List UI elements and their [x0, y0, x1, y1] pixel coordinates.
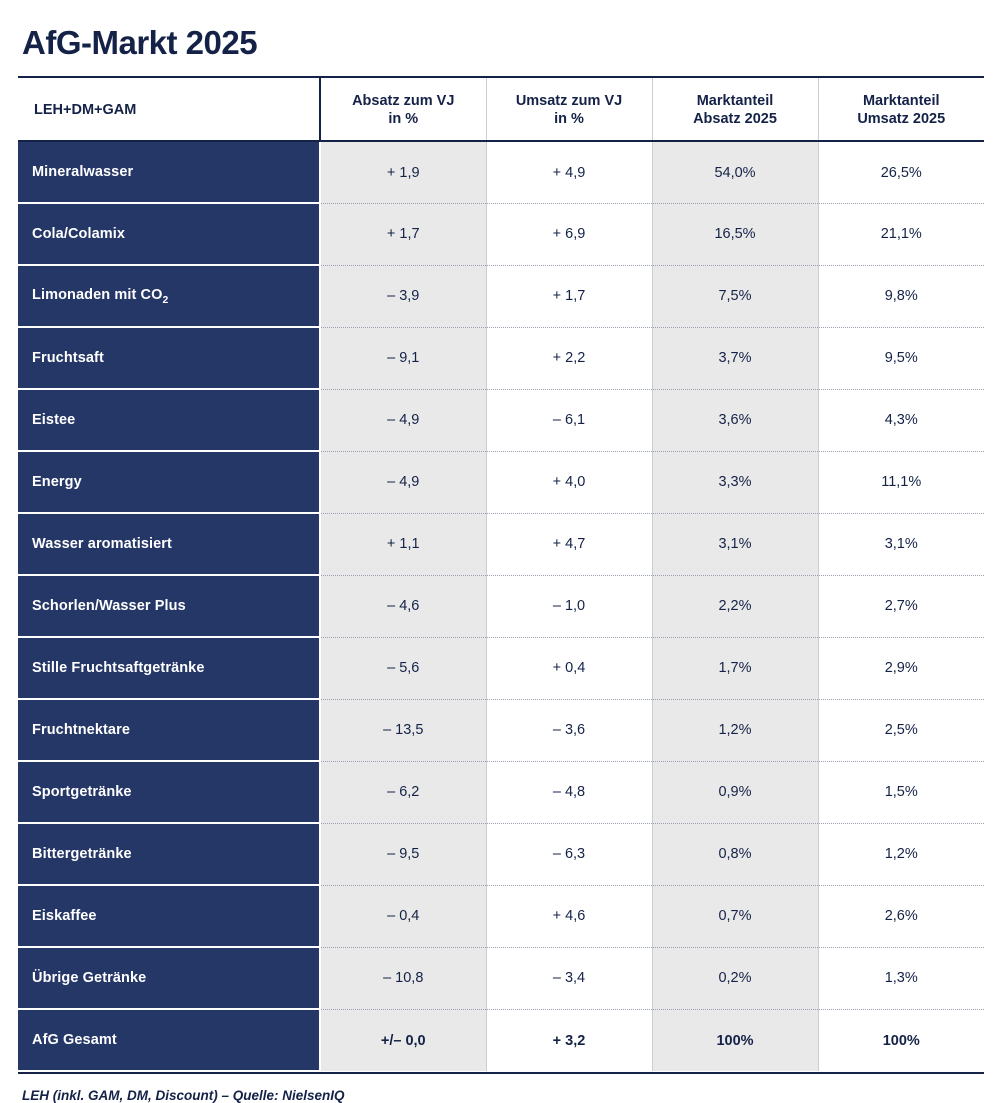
cell-marktanteil-umsatz: 2,9%	[818, 637, 984, 699]
row-label: Wasser aromatisiert	[18, 513, 320, 575]
cell-absatz-vj: – 10,8	[320, 947, 486, 1009]
table-header-row	[18, 77, 984, 141]
cell-absatz-vj: – 5,6	[320, 637, 486, 699]
table-row	[18, 761, 984, 823]
cell-absatz-vj: – 9,5	[320, 823, 486, 885]
cell-absatz-vj: – 13,5	[320, 699, 486, 761]
row-label: Cola/Colamix	[18, 203, 320, 265]
table-row	[18, 823, 984, 885]
cell-marktanteil-absatz: 0,9%	[652, 761, 818, 823]
column-header-umsatz-vj-line2: in %	[554, 111, 584, 128]
table-row	[18, 637, 984, 699]
cell-absatz-vj: – 3,9	[320, 265, 486, 327]
cell-marktanteil-absatz: 1,7%	[652, 637, 818, 699]
column-header-umsatz-vj	[486, 77, 652, 141]
cell-absatz-vj: – 6,2	[320, 761, 486, 823]
cell-umsatz-vj: + 4,6	[486, 885, 652, 947]
cell-absatz-vj: +/– 0,0	[320, 1009, 486, 1071]
cell-absatz-vj: + 1,9	[320, 141, 486, 203]
row-label: Sportgetränke	[18, 761, 320, 823]
column-header-marktanteil-absatz-line1: Marktanteil	[696, 93, 774, 109]
table-row	[18, 575, 984, 637]
cell-marktanteil-umsatz: 2,5%	[818, 699, 984, 761]
cell-marktanteil-absatz: 3,1%	[652, 513, 818, 575]
table-row	[18, 203, 984, 265]
row-label: Übrige Getränke	[18, 947, 320, 1009]
column-header-category-label: LEH+DM+GAM	[34, 102, 137, 119]
table-row	[18, 389, 984, 451]
cell-umsatz-vj: + 6,9	[486, 203, 652, 265]
table-row	[18, 265, 984, 327]
cell-absatz-vj: + 1,1	[320, 513, 486, 575]
cell-umsatz-vj: + 2,2	[486, 327, 652, 389]
row-label: Schorlen/Wasser Plus	[18, 575, 320, 637]
table-header	[18, 77, 984, 141]
cell-umsatz-vj: + 4,9	[486, 141, 652, 203]
column-header-absatz-vj-line1: Absatz zum VJ	[352, 93, 455, 109]
cell-marktanteil-umsatz: 4,3%	[818, 389, 984, 451]
cell-umsatz-vj: – 4,8	[486, 761, 652, 823]
cell-marktanteil-absatz: 3,3%	[652, 451, 818, 513]
cell-marktanteil-umsatz: 2,6%	[818, 885, 984, 947]
cell-marktanteil-umsatz: 21,1%	[818, 203, 984, 265]
row-label: AfG Gesamt	[18, 1009, 320, 1071]
cell-umsatz-vj: + 4,0	[486, 451, 652, 513]
cell-marktanteil-umsatz: 1,2%	[818, 823, 984, 885]
cell-marktanteil-absatz: 7,5%	[652, 265, 818, 327]
column-header-absatz-vj-line2: in %	[388, 111, 419, 128]
column-header-marktanteil-umsatz-line1: Marktanteil	[862, 93, 940, 109]
label-subscript: 2	[162, 294, 169, 306]
cell-marktanteil-umsatz: 1,3%	[818, 947, 984, 1009]
cell-umsatz-vj: – 3,6	[486, 699, 652, 761]
cell-umsatz-vj: – 3,4	[486, 947, 652, 1009]
table-row	[18, 141, 984, 203]
cell-umsatz-vj: – 6,1	[486, 389, 652, 451]
row-label: Fruchtsaft	[18, 327, 320, 389]
row-label: Eistee	[18, 389, 320, 451]
column-header-marktanteil-umsatz	[818, 77, 984, 141]
row-label: Limonaden mit $CO_2$	[18, 265, 320, 327]
cell-umsatz-vj: + 3,2	[486, 1009, 652, 1071]
table-row	[18, 1009, 984, 1071]
cell-marktanteil-umsatz: 11,1%	[818, 451, 984, 513]
column-header-marktanteil-umsatz-line2: Umsatz 2025	[857, 111, 946, 128]
column-header-marktanteil-absatz-line2: Absatz 2025	[693, 111, 777, 128]
row-label: Stille Fruchtsaftgetränke	[18, 637, 320, 699]
cell-absatz-vj: + 1,7	[320, 203, 486, 265]
cell-marktanteil-umsatz: 9,8%	[818, 265, 984, 327]
cell-umsatz-vj: + 0,4	[486, 637, 652, 699]
cell-marktanteil-absatz: 0,7%	[652, 885, 818, 947]
table-row	[18, 327, 984, 389]
cell-marktanteil-umsatz: 9,5%	[818, 327, 984, 389]
table-row	[18, 513, 984, 575]
table-bottom-rule	[18, 1072, 984, 1074]
column-header-absatz-vj	[320, 77, 486, 141]
row-label: Energy	[18, 451, 320, 513]
cell-marktanteil-absatz: 3,6%	[652, 389, 818, 451]
cell-marktanteil-umsatz: 3,1%	[818, 513, 984, 575]
column-header-marktanteil-absatz	[652, 77, 818, 141]
cell-marktanteil-absatz: 54,0%	[652, 141, 818, 203]
cell-marktanteil-absatz: 0,2%	[652, 947, 818, 1009]
cell-umsatz-vj: + 1,7	[486, 265, 652, 327]
cell-umsatz-vj: + 4,7	[486, 513, 652, 575]
table-body	[18, 141, 984, 1071]
cell-marktanteil-umsatz: 100%	[818, 1009, 984, 1071]
cell-marktanteil-umsatz: 26,5%	[818, 141, 984, 203]
table-row	[18, 699, 984, 761]
cell-marktanteil-umsatz: 1,5%	[818, 761, 984, 823]
cell-absatz-vj: – 0,4	[320, 885, 486, 947]
cell-marktanteil-absatz: 3,7%	[652, 327, 818, 389]
source-footnote: LEH (inkl. GAM, DM, Discount) – Quelle: NielsenIQ	[22, 1088, 345, 1103]
cell-absatz-vj: – 4,9	[320, 451, 486, 513]
cell-absatz-vj: – 9,1	[320, 327, 486, 389]
row-label: Bittergetränke	[18, 823, 320, 885]
column-header-umsatz-vj-line1: Umsatz zum VJ	[515, 93, 623, 109]
cell-marktanteil-absatz: 100%	[652, 1009, 818, 1071]
table-row	[18, 885, 984, 947]
page-title: AfG-Markt 2025	[22, 24, 258, 61]
cell-marktanteil-absatz: 2,2%	[652, 575, 818, 637]
cell-marktanteil-absatz: 0,8%	[652, 823, 818, 885]
cell-marktanteil-absatz: 16,5%	[652, 203, 818, 265]
row-label: Eiskaffee	[18, 885, 320, 947]
cell-umsatz-vj: – 6,3	[486, 823, 652, 885]
cell-marktanteil-umsatz: 2,7%	[818, 575, 984, 637]
cell-marktanteil-absatz: 1,2%	[652, 699, 818, 761]
cell-umsatz-vj: – 1,0	[486, 575, 652, 637]
cell-absatz-vj: – 4,6	[320, 575, 486, 637]
cell-absatz-vj: – 4,9	[320, 389, 486, 451]
market-table	[18, 76, 984, 1072]
row-label: Fruchtnektare	[18, 699, 320, 761]
table-row	[18, 947, 984, 1009]
row-label: Mineralwasser	[18, 141, 320, 203]
column-header-category	[18, 77, 320, 141]
table-row	[18, 451, 984, 513]
